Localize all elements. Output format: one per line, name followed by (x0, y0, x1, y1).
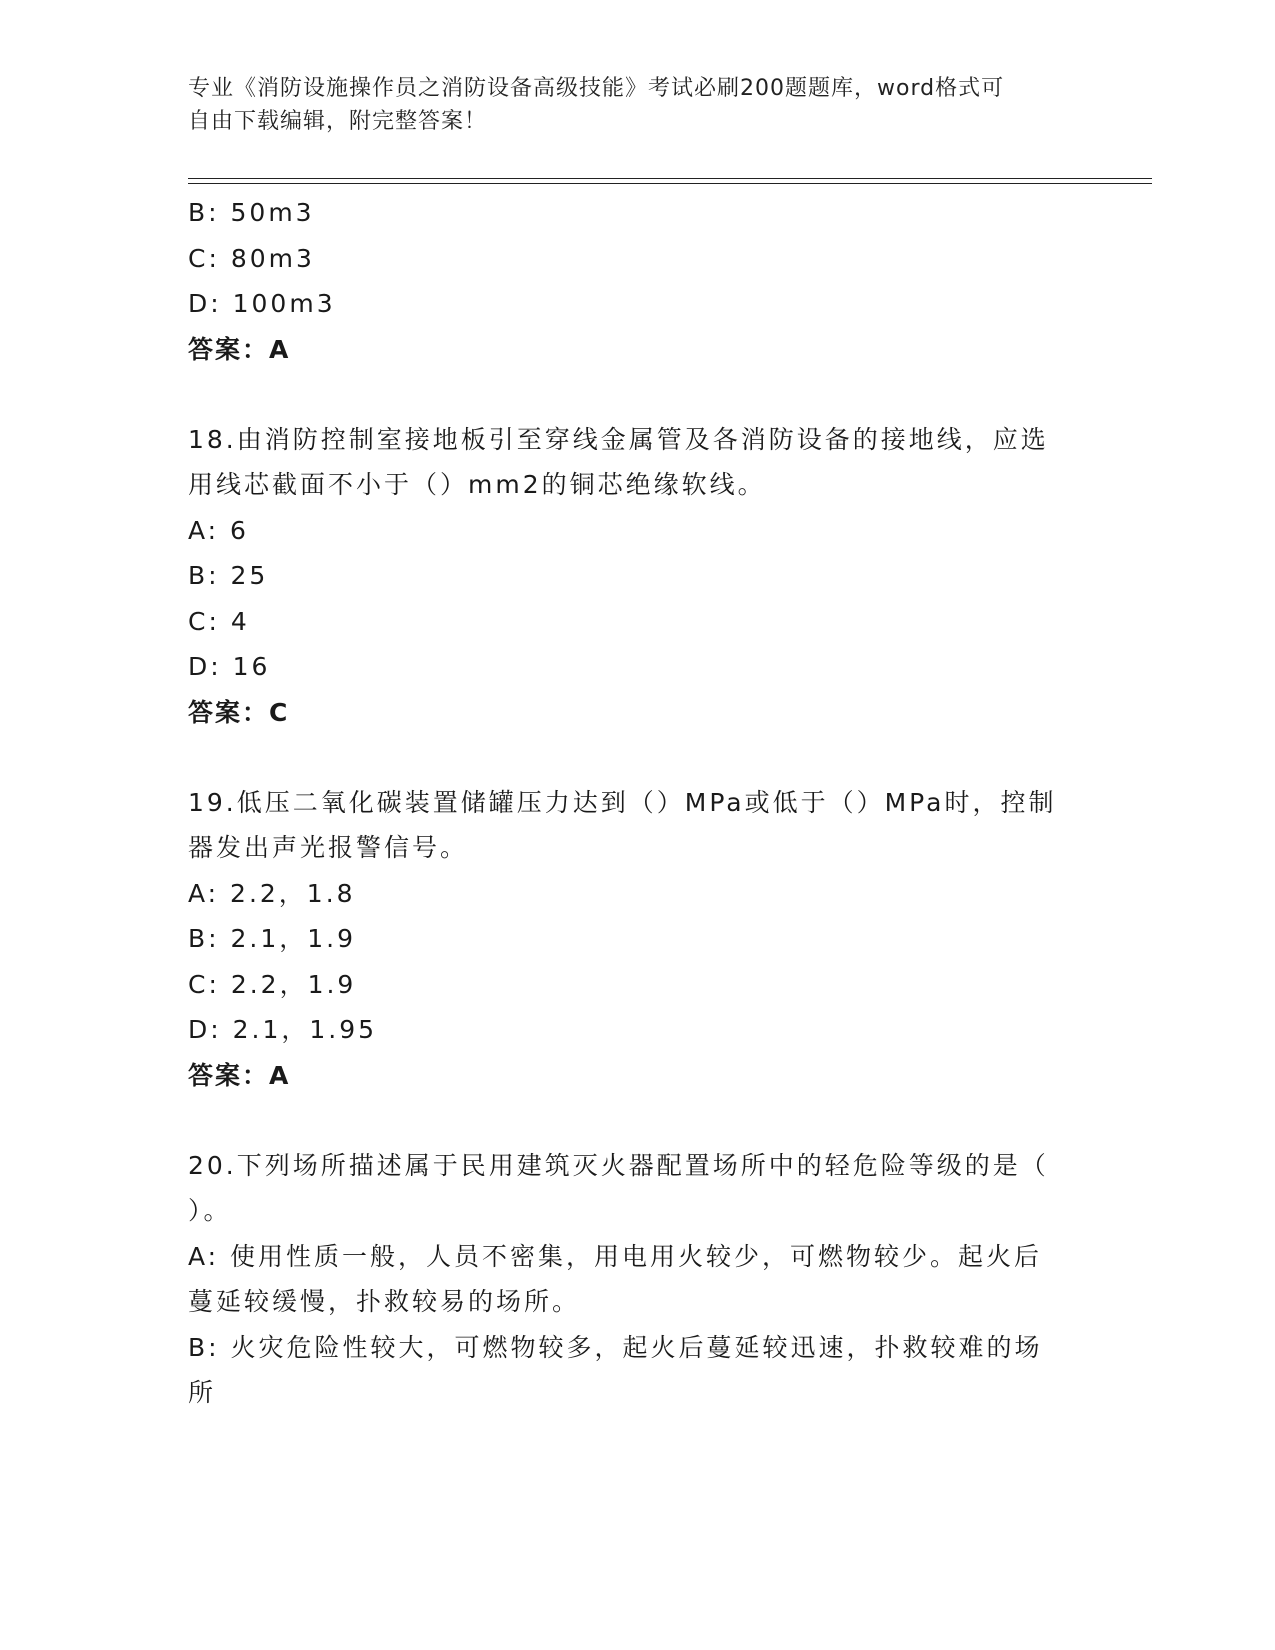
option-c: C: 4 (188, 606, 250, 636)
option-b: B: 火灾危险性较大，可燃物较多，起火后蔓延较迅速，扑救较难的场 (188, 1332, 1043, 1362)
answer: 答案：C (188, 697, 290, 727)
spacer (188, 736, 1088, 780)
header-rule-top (188, 178, 1152, 179)
option-a: A: 6 (188, 515, 249, 545)
prev-question-options (188, 190, 1088, 327)
page-header (188, 72, 1068, 138)
question-text: 19.低压二氧化碳装置储罐压力达到（）MPa或低于（）MPa时，控制 (188, 787, 1057, 817)
option-b: B: 25 (188, 561, 269, 590)
option-b: B: 2.1，1.9 (188, 924, 357, 953)
header-line-2: 自由下载编辑，附完整答案！ (188, 109, 488, 134)
option-d: D: 16 (188, 652, 271, 681)
header-rule-bottom (188, 183, 1152, 184)
option-a-continued: 蔓延较缓慢，扑救较易的场所。 (188, 1287, 581, 1316)
option-d: D: 100m3 (188, 289, 336, 318)
option-a: A: 2.2，1.8 (188, 878, 356, 908)
answer: 答案：A (188, 1060, 291, 1090)
option-a: A: 使用性质一般，人员不密集，用电用火较少，可燃物较少。起火后 (188, 1241, 1043, 1271)
question-text: 用线芯截面不小于（）mm2的铜芯绝缘软线。 (188, 470, 766, 499)
option-c: C: 80m3 (188, 243, 315, 273)
option-d: D: 2.1，1.95 (188, 1015, 378, 1044)
question-content (188, 190, 1088, 1416)
question-text: 18.由消防控制室接地板引至穿线金属管及各消防设备的接地线，应选 (188, 424, 1049, 454)
question-20 (188, 1143, 1088, 1416)
question-text: 20.下列场所描述属于民用建筑灭火器配置场所中的轻危险等级的是（ (188, 1150, 1049, 1180)
option-b-continued: 所 (188, 1378, 217, 1407)
question-18 (188, 417, 1088, 736)
spacer (188, 373, 1088, 417)
spacer (188, 1099, 1088, 1143)
question-text: 器发出声光报警信号。 (188, 833, 469, 862)
option-c: C: 2.2，1.9 (188, 969, 357, 999)
header-line-1: 专业《消防设施操作员之消防设备高级技能》考试必刷200题题库，word格式可 (188, 76, 1005, 101)
question-19 (188, 780, 1088, 1099)
option-b: B: 50m3 (188, 198, 315, 227)
question-text: ）。 (188, 1196, 232, 1225)
answer: 答案：A (188, 334, 291, 364)
